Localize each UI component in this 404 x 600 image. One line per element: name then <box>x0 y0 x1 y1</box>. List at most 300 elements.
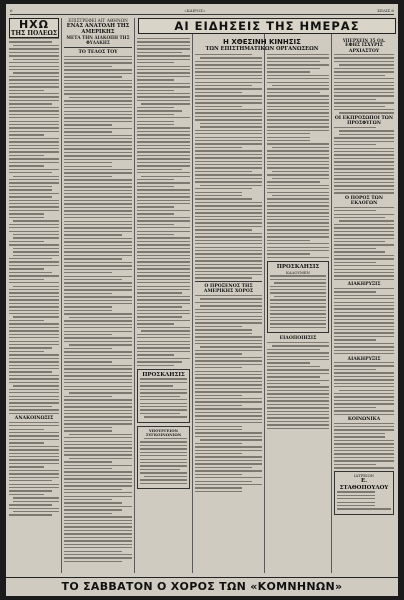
text-line <box>64 148 132 149</box>
text-line <box>334 383 394 384</box>
text-line <box>137 206 174 207</box>
text-line <box>64 117 132 118</box>
text-line <box>137 275 190 276</box>
text-line <box>141 330 190 331</box>
text-line <box>267 428 329 429</box>
text-line <box>64 530 132 531</box>
text-line <box>334 255 394 256</box>
text-line <box>195 140 262 141</box>
text-line <box>137 227 190 228</box>
text-line <box>195 302 262 303</box>
text-line <box>140 479 187 480</box>
text-line <box>137 141 190 142</box>
text-line <box>267 390 329 391</box>
text-line <box>64 200 132 201</box>
text-line <box>9 375 59 376</box>
text-line <box>9 182 59 183</box>
text-line <box>64 83 132 84</box>
text-line <box>9 90 44 91</box>
text-line <box>9 429 44 430</box>
text-line <box>137 224 174 225</box>
text-line <box>137 200 190 201</box>
text-line <box>334 82 394 83</box>
text-line <box>334 343 394 344</box>
text-line <box>137 124 174 125</box>
text-line <box>195 260 262 261</box>
text-line <box>195 68 262 69</box>
text-line <box>195 381 262 382</box>
text-line <box>64 386 132 387</box>
right-section-4: ΔΙΑΚΗΡΥΞΙΣ <box>347 356 381 362</box>
text-line <box>334 457 394 458</box>
text-line <box>195 436 262 437</box>
text-line <box>334 414 394 415</box>
text-line <box>137 121 174 122</box>
text-line <box>195 364 262 365</box>
text-line <box>195 133 262 134</box>
text-line <box>195 405 242 406</box>
text-line <box>334 447 394 448</box>
text-line <box>64 379 132 380</box>
text-line <box>64 465 132 466</box>
right-text-1 <box>334 54 394 114</box>
text-line <box>267 212 329 213</box>
text-line <box>334 315 394 316</box>
text-line <box>64 396 112 397</box>
text-line <box>64 190 132 191</box>
text-line <box>64 492 132 493</box>
text-line <box>137 83 190 84</box>
text-line <box>267 130 329 131</box>
text-line <box>137 234 174 235</box>
text-line <box>195 240 262 241</box>
text-line <box>9 86 59 87</box>
right-text-5 <box>334 362 394 415</box>
text-line <box>195 453 242 454</box>
text-line <box>137 179 174 180</box>
text-line <box>195 161 262 162</box>
text-line <box>13 248 59 249</box>
text-line <box>267 61 320 62</box>
text-line <box>334 158 394 159</box>
text-line <box>195 267 262 268</box>
text-line <box>334 137 394 138</box>
text-line <box>64 437 132 438</box>
text-line <box>137 296 190 297</box>
ministry-ad-title: ΥΠΟΥΡΓΕΙΟΝ ΣΥΓΚΟΙΝΩΝΙΩΝ <box>145 427 182 438</box>
text-line <box>267 202 329 203</box>
text-line <box>270 323 326 324</box>
footer-banner <box>6 577 398 596</box>
text-line <box>267 240 310 241</box>
text-line <box>140 445 187 446</box>
text-line <box>137 127 190 128</box>
text-line <box>9 490 52 491</box>
text-line <box>137 261 190 262</box>
text-line <box>334 302 394 303</box>
text-line <box>195 243 262 244</box>
text-line <box>334 376 394 377</box>
text-line <box>267 75 329 76</box>
text-line <box>195 432 262 433</box>
text-line <box>334 272 394 273</box>
text-line <box>137 138 190 139</box>
text-line <box>140 483 187 484</box>
text-line <box>195 309 262 310</box>
text-line <box>9 131 59 132</box>
text-line <box>9 227 59 228</box>
running-header <box>10 6 394 15</box>
text-line <box>9 487 59 488</box>
text-line <box>337 491 375 492</box>
text-line <box>270 310 326 311</box>
text-line <box>195 181 262 182</box>
text-line <box>195 82 262 83</box>
text-line <box>334 429 394 430</box>
text-line <box>9 402 59 403</box>
text-line <box>137 248 190 249</box>
text-line <box>64 176 112 177</box>
text-line <box>195 109 262 110</box>
text-line <box>334 127 376 128</box>
text-line <box>9 121 59 122</box>
text-line <box>140 382 187 383</box>
text-line <box>64 66 112 67</box>
text-line <box>13 511 59 512</box>
text-line <box>9 213 44 214</box>
text-line <box>334 295 394 296</box>
text-line <box>64 306 112 307</box>
text-line <box>64 365 132 366</box>
text-line <box>334 400 394 401</box>
text-line <box>195 295 262 296</box>
column-2-subhead: ΜΕΤΑ ΤΗΝ ΔΙΑΚΟΠΗ ΤΗΣ ΦΥΛΑΚΗΣ <box>66 35 130 45</box>
middle-text <box>195 295 262 492</box>
text-line <box>270 306 326 307</box>
text-line <box>9 422 59 423</box>
text-line <box>195 274 262 275</box>
text-line <box>9 344 59 345</box>
text-line <box>13 286 59 287</box>
text-line <box>267 88 329 89</box>
text-line <box>334 365 394 366</box>
text-line <box>13 501 59 502</box>
notice-text <box>267 342 329 429</box>
text-line <box>195 422 262 423</box>
text-line <box>267 236 329 237</box>
text-line <box>195 212 262 213</box>
text-line <box>137 165 190 166</box>
text-line <box>267 123 329 124</box>
text-line <box>334 265 394 266</box>
text-line <box>9 210 59 211</box>
right-text-3 <box>334 207 394 281</box>
column-2-text <box>64 56 132 563</box>
text-line <box>267 154 329 155</box>
text-line <box>141 176 190 177</box>
text-line <box>141 103 190 104</box>
text-line <box>267 192 329 193</box>
text-line <box>64 90 132 91</box>
text-line <box>137 279 190 280</box>
text-line <box>13 234 59 235</box>
text-line <box>64 62 132 63</box>
text-line <box>267 116 329 117</box>
text-line <box>195 329 252 330</box>
text-line <box>137 351 190 352</box>
text-line <box>9 354 59 355</box>
text-line <box>195 395 242 396</box>
text-line <box>195 78 262 79</box>
text-line <box>137 327 190 328</box>
text-line <box>334 244 394 245</box>
text-line <box>195 316 262 317</box>
text-line <box>64 248 132 249</box>
text-line <box>140 396 180 397</box>
text-line <box>9 365 59 366</box>
text-line <box>137 86 190 87</box>
text-line <box>272 147 329 148</box>
clinic-ad-name: Ε. ΣΤΑΘΟΠΟΥΛΟΥ <box>339 478 389 491</box>
text-line <box>195 371 262 372</box>
text-line <box>137 292 182 293</box>
text-line <box>9 514 52 515</box>
banner-title: ΑΙ ΕΙΔΗΣΕΙΣ ΤΗΣ ΗΜΕΡΑΣ <box>174 19 360 33</box>
text-line <box>64 540 132 541</box>
text-line <box>334 353 394 354</box>
text-line <box>137 107 174 108</box>
text-line <box>195 233 262 234</box>
text-line <box>9 303 59 304</box>
text-line <box>64 382 132 383</box>
column-divider <box>61 18 62 573</box>
text-line <box>9 186 52 187</box>
text-line <box>137 55 190 56</box>
text-line <box>334 308 394 309</box>
text-line <box>137 237 190 238</box>
text-line <box>334 241 385 242</box>
text-line <box>334 433 385 434</box>
main-story-left-text <box>195 54 262 279</box>
text-line <box>137 251 190 252</box>
text-line <box>137 38 190 39</box>
text-line <box>334 99 376 100</box>
text-line <box>64 461 112 462</box>
text-line <box>9 337 59 338</box>
text-line <box>9 347 52 348</box>
text-line <box>137 210 190 211</box>
text-line <box>195 71 262 72</box>
text-line <box>195 340 262 341</box>
text-line <box>267 174 329 175</box>
text-line <box>64 286 132 287</box>
text-line <box>140 413 180 414</box>
text-line <box>334 175 394 176</box>
text-line <box>9 449 59 450</box>
text-line <box>195 353 242 354</box>
text-line <box>64 320 132 321</box>
text-line <box>267 369 329 370</box>
text-line <box>9 389 59 390</box>
text-line <box>64 513 112 514</box>
text-line <box>137 303 190 304</box>
text-line <box>64 551 122 552</box>
text-line <box>270 279 326 280</box>
text-line <box>137 69 190 70</box>
text-line <box>267 119 329 120</box>
text-line <box>195 326 242 327</box>
text-line <box>64 499 112 500</box>
text-line <box>9 296 59 297</box>
text-line <box>64 561 122 562</box>
main-story-right-text <box>267 54 329 258</box>
text-line <box>195 198 252 199</box>
text-line <box>9 409 59 410</box>
text-line <box>9 341 59 342</box>
text-line <box>9 158 59 159</box>
column-1-text <box>9 38 59 414</box>
text-line <box>137 117 190 118</box>
text-line <box>9 96 59 97</box>
text-line <box>13 45 59 46</box>
right-kicker: ΥΠΕΡΧΕΙΝ 35 ΟΔ. <box>342 38 386 43</box>
text-line <box>195 429 242 430</box>
text-line <box>9 371 52 372</box>
text-line <box>334 251 385 252</box>
text-line <box>334 178 394 179</box>
text-line <box>334 75 385 76</box>
text-line <box>64 131 112 132</box>
text-line <box>64 276 132 277</box>
text-line <box>195 54 252 55</box>
text-line <box>64 399 132 400</box>
text-line <box>64 547 132 548</box>
text-line <box>9 425 59 426</box>
text-line <box>267 112 329 113</box>
text-line <box>64 454 132 455</box>
text-line <box>137 169 182 170</box>
text-line <box>137 52 182 53</box>
text-line <box>339 134 394 135</box>
text-line <box>9 52 59 53</box>
text-line <box>64 372 132 373</box>
text-line <box>274 296 326 297</box>
text-line <box>334 214 394 215</box>
text-line <box>64 520 132 521</box>
text-line <box>270 320 326 321</box>
text-line <box>140 409 187 410</box>
newspaper-page <box>6 4 398 596</box>
text-line <box>137 341 190 342</box>
text-line <box>140 399 187 400</box>
text-line <box>140 459 187 460</box>
text-line <box>267 143 329 144</box>
text-line <box>267 411 329 412</box>
text-line <box>9 358 59 359</box>
text-line <box>9 151 59 152</box>
text-line <box>9 320 44 321</box>
text-line <box>9 435 59 436</box>
text-line <box>195 336 262 337</box>
text-line <box>9 508 59 509</box>
text-line <box>9 310 59 311</box>
text-line <box>140 389 187 390</box>
text-line <box>64 516 132 517</box>
right-section-1: ΟΙ ΕΚΠΡΟΣΩΠΟΙ ΤΩΝ ΠΡΟΣΦΥΓΩΝ <box>334 115 394 127</box>
invitation-2-title: ΠΡΟΣΚΛΗΣΙΣ <box>276 264 320 271</box>
text-line <box>9 279 44 280</box>
text-line <box>13 220 59 221</box>
text-line <box>13 497 59 498</box>
text-line <box>195 333 252 334</box>
text-line <box>64 186 132 187</box>
text-line <box>334 207 394 208</box>
text-line <box>137 48 190 49</box>
text-line <box>9 480 52 481</box>
column-2-kicker: ΕΠΙΣΤΡΕΦΕΙ ΑΠ' ΑΘΗΝΩΝ <box>68 18 128 23</box>
text-line <box>267 54 329 55</box>
ministry-ad <box>137 426 190 489</box>
text-line <box>267 64 329 65</box>
text-line <box>64 265 132 266</box>
text-line <box>64 73 132 74</box>
text-line <box>64 104 132 105</box>
text-line <box>64 355 132 356</box>
text-line <box>267 222 329 223</box>
text-line <box>9 196 52 197</box>
text-line <box>267 376 320 377</box>
divider <box>195 281 262 282</box>
text-line <box>64 444 132 445</box>
text-line <box>195 446 262 447</box>
text-line <box>9 382 59 383</box>
text-line <box>334 258 394 259</box>
text-line <box>195 222 262 223</box>
text-line <box>334 234 394 235</box>
text-line <box>64 368 132 369</box>
text-line <box>9 138 59 139</box>
text-line <box>267 417 329 418</box>
text-line <box>137 241 190 242</box>
text-line <box>267 250 329 251</box>
text-line <box>64 258 122 259</box>
text-line <box>9 38 59 39</box>
right-text-4 <box>334 288 394 355</box>
text-line <box>64 537 132 538</box>
right-headline: ΕΦΗΣ ΙΣΧΥΡΙΣ ΑΡΧΙΑΣΤΟΥ <box>345 43 383 54</box>
column-1-text-lower <box>9 422 59 516</box>
text-line <box>69 458 132 459</box>
text-line <box>195 264 262 265</box>
text-line <box>272 171 329 172</box>
text-line <box>334 224 394 225</box>
text-line <box>334 275 394 276</box>
text-line <box>137 93 190 94</box>
text-line <box>195 137 262 138</box>
text-line <box>195 374 262 375</box>
text-line <box>195 384 262 385</box>
text-line <box>334 95 394 96</box>
text-line <box>137 306 182 307</box>
text-line <box>9 162 59 163</box>
text-line <box>195 192 242 193</box>
text-line <box>64 341 132 342</box>
text-line <box>195 257 262 258</box>
text-line <box>9 76 59 77</box>
text-line <box>267 167 329 168</box>
text-line <box>200 305 262 306</box>
text-line <box>272 85 329 86</box>
